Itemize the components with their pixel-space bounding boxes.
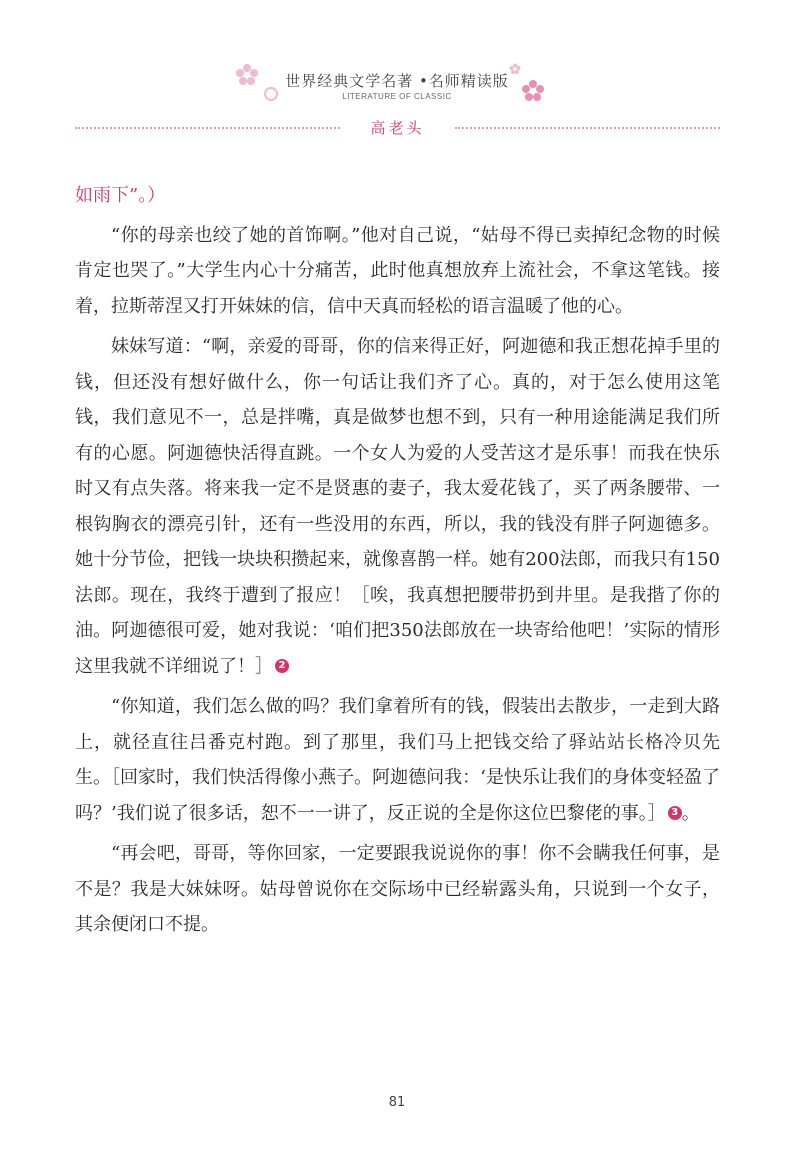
lead-fragment: 如雨下”。） (75, 185, 166, 206)
page-header (0, 0, 794, 140)
series-title: 世界经典文学名著 •名师精读版 (285, 72, 509, 90)
paragraph-text: “你知道，我们怎么做的吗？我们拿着所有的钱，假装出去散步，一走到大路上，就径直往吕番克村跑。到了那里，我们马上把钱交给了驿站站长格冷贝先生。［回家时，我们快活得像小燕子。阿迦德问我：‘是快乐让我们的身体变轻盈了吗？’我们说了很多话，恕不一一讲了，反正说的全是你这位巴黎佬的事。］ (75, 696, 720, 824)
paragraph (75, 689, 720, 831)
paragraph-text: 妹妹写道：“啊，亲爱的哥哥，你的信来得正好，阿迦德和我正想花掉手里的钱，但还没有想好做什么，你一句话让我们齐了心。真的，对于怎么使用这笔钱，我们意见不一，总是拌嘴，真是做梦也想不到，只有一种用途能满足我们所有的心愿。阿迦德快活得直跳。一个女人为爱的人受苦这才是乐事！而我在快乐时又有点失落。将来我一定不是贤惠的妻子，我太爱花钱了，买了两条腰带、一根钩胸衣的漂亮引针，还有一些没用的东西，所以，我的钱没有胖子阿迦德多。她十分节俭，把钱一块块积攒起来，就像喜鹊一样。她有200法郎，而我只有150法郎。现在，我终于遭到了报应！［唉，我真想把腰带扔到井里。是我揩了你的油。阿迦德很可爱，她对我说：‘咱们把350法郎放在一块寄给他吧！’实际的情形这里我就不详细说了！］ (75, 336, 720, 677)
paragraph (75, 329, 720, 684)
annotation-marker: 2 (275, 659, 289, 673)
paragraph: “再会吧，哥哥，等你回家，一定要跟我说说你的事！你不会瞒我任何事，是不是？我是大妹妹呀。姑母曾说你在交际场中已经崭露头角，只说到一个女子，其余便闭口不提。 (75, 843, 720, 935)
paragraph-end: 。 (681, 802, 700, 824)
series-subtitle: LITERATURE OF CLASSIC (342, 92, 452, 101)
annotation-marker: 3 (668, 806, 682, 820)
paragraph: “你的母亲也绞了她的首饰啊。”他对自己说，“姑母不得已卖掉纪念物的时候肯定也哭了。”大学生内心十分痛苦，此时他真想放弃上流社会，不拿这笔钱。接着，拉斯蒂涅又打开妹妹的信，信中天真而轻松的语言温暖了他的心。 (75, 224, 720, 317)
book-title: 高老头 (370, 119, 425, 137)
header-divider-left (75, 127, 340, 129)
header-divider-right (455, 127, 720, 129)
page-number: 81 (388, 1095, 406, 1110)
page-body (75, 178, 720, 948)
